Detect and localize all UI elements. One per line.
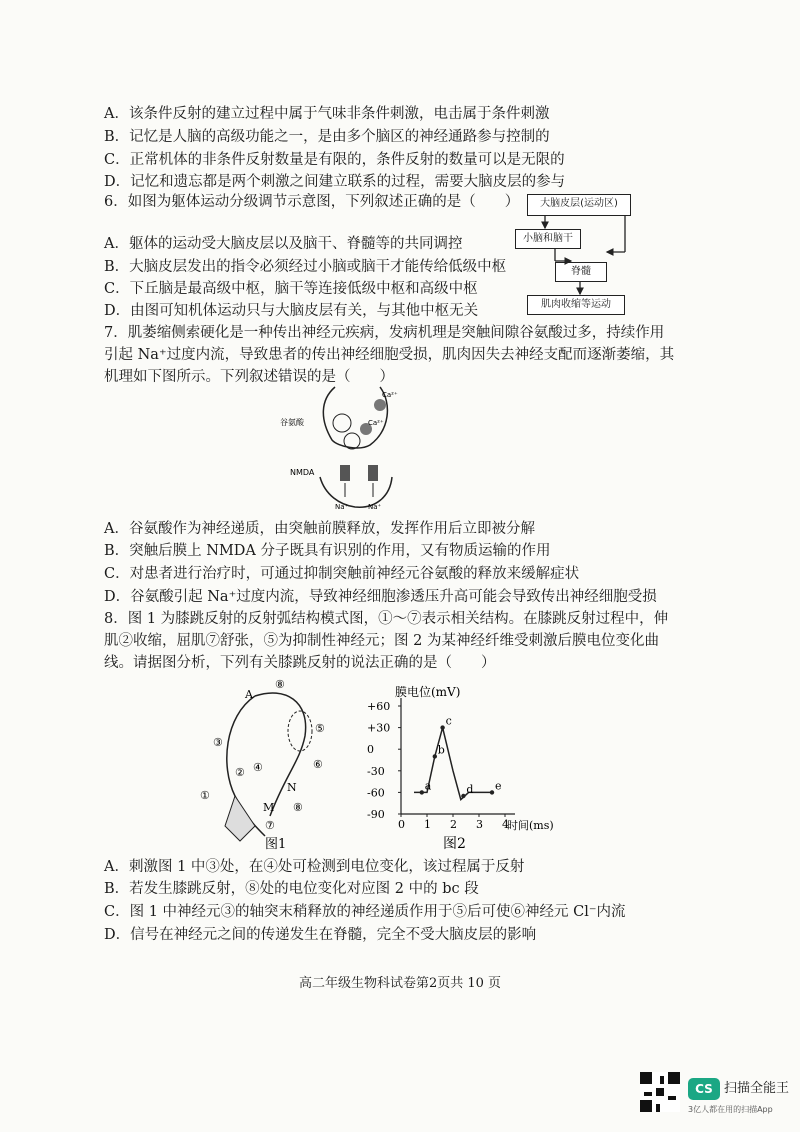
label-nmda: NMDA (290, 468, 315, 477)
camscanner-tagline: 3亿人都在用的扫描App (688, 1105, 773, 1114)
chart-x-tick-label: 0 (398, 818, 405, 831)
q8-stem-line1: 8．图 1 为膝跳反射的反射弧结构模式图，①～⑦表示相关结构。在膝跳反射过程中，伸 (104, 611, 669, 627)
chart-y-tick-label: -30 (367, 764, 385, 778)
q7-option-c: C．对患者进行治疗时，可通过抑制突触前神经元谷氨酸的释放来缓解症状 (104, 566, 580, 582)
presynaptic-terminal (323, 387, 387, 448)
chart-point-label: c (445, 714, 452, 728)
fig1-label: ① (200, 789, 210, 802)
chart-x-tick-label: 4 (502, 818, 509, 831)
q5-option-d: D．记忆和遗忘都是两个刺激之间建立联系的过程，需要大脑皮层的参与 (104, 174, 566, 190)
chart-point (490, 790, 494, 794)
fig1-label: ④ (253, 761, 263, 774)
fig1-label: ⑤ (315, 722, 325, 735)
q8-option-b: B．若发生膝跳反射，⑧处的电位变化对应图 2 中的 bc 段 (104, 881, 479, 897)
camscanner-brand: 扫描全能王 (724, 1081, 790, 1096)
q8-stem-line3: 线。请据图分析，下列有关膝跳反射的说法正确的是（ ） (104, 655, 496, 671)
nerve-path-right (255, 693, 306, 816)
label-glutamate: 谷氨酸 (280, 418, 304, 427)
q7-stem-line2: 引起 Na⁺过度内流，导致患者的传出神经细胞受损，肌肉因失去神经支配而逐渐萎缩，其 (104, 347, 675, 363)
chart-point-label: b (437, 743, 445, 757)
chart-y-tick-label: +30 (367, 721, 391, 735)
q7-option-d: D．谷氨酸引起 Na⁺过度内流，导致神经细胞渗透压升高可能会导致传出神经细胞受损 (104, 589, 657, 605)
chart-point-label: a (424, 779, 432, 793)
nmda-receptor (340, 465, 350, 481)
chart-point (461, 794, 465, 798)
chart-caption: 图2 (443, 836, 466, 852)
fig1-caption: 图1 (265, 837, 287, 852)
qr-code-icon (640, 1072, 680, 1112)
fig1-label: A (245, 688, 253, 701)
chart-y-tick-label: 0 (367, 743, 374, 757)
membrane-potential-chart (365, 682, 554, 854)
fig1-label: ③ (213, 736, 223, 749)
q5-option-b: B．记忆是人脑的高级功能之一，是由多个脑区的神经通路参与控制的 (104, 129, 550, 145)
chart-y-tick-label: -90 (367, 808, 385, 821)
q7-option-a: A．谷氨酸作为神经递质，由突触前膜释放，发挥作用后立即被分解 (104, 521, 535, 537)
q6-option-a: A．躯体的运动受大脑皮层以及脑干、脊髓等的共同调控 (104, 236, 463, 252)
chart-point (440, 725, 444, 729)
label-na-left: Na⁺ (335, 503, 349, 511)
box-muscle-movement: 肌肉收缩等运动 (527, 295, 625, 315)
q6-option-b: B．大脑皮层发出的指令必须经过小脑或脑干才能传给低级中枢 (104, 259, 507, 275)
calcium-ion (374, 399, 386, 411)
chart-y-tick-label: -60 (367, 786, 385, 800)
nmda-receptor (368, 465, 378, 481)
q7-option-b: B．突触后膜上 NMDA 分子既具有识别的作用，又有物质运输的作用 (104, 543, 551, 559)
q6-option-d: D．由图可知机体运动只与大脑皮层有关，与其他中枢无关 (104, 303, 479, 319)
label-na-right: Na⁺ (368, 503, 382, 511)
q8-option-c: C．图 1 中神经元③的轴突末稍释放的神经递质作用于⑤后可使⑥神经元 Cl⁻内流 (104, 904, 626, 920)
page-footer: 高二年级生物科试卷第2页共 10 页 (298, 976, 502, 991)
q7-stem-line1: 7．肌萎缩侧索硬化是一种传出神经元疾病，发病机理是突触间隙谷氨酸过多，持续作用 (104, 325, 665, 341)
chart-x-tick-label: 3 (476, 818, 483, 831)
synapse-figure (280, 385, 430, 515)
chart-point-label: e (495, 779, 502, 793)
box-spinal-cord: 脊髓 (555, 262, 607, 282)
fig1-label: ⑥ (313, 758, 323, 771)
chart-xlabel: 时间(ms) (507, 819, 554, 832)
q8-stem-line2: 肌②收缩，屈肌⑦舒张，⑤为抑制性神经元；图 2 为某神经纤维受刺激后膜电位变化曲 (104, 633, 659, 649)
q8-option-d: D．信号在神经元之间的传递发生在脊髓，完全不受大脑皮层的影响 (104, 927, 537, 943)
camscanner-logo-icon: CS (688, 1078, 720, 1100)
fig1-label: N (287, 781, 297, 794)
chart-point-label: d (466, 783, 474, 796)
muscle (225, 796, 255, 841)
box-cerebellum-brainstem: 小脑和脑干 (515, 229, 581, 249)
q6-option-c: C．下丘脑是最高级中枢，脑干等连接低级中枢和高级中枢 (104, 281, 478, 297)
chart-point (433, 754, 437, 758)
chart-ylabel: 膜电位(mV) (395, 685, 461, 699)
q5-option-a: A．该条件反射的建立过程中属于气味非条件刺激，电击属于条件刺激 (104, 106, 550, 122)
chart-x-tick-label: 1 (424, 818, 431, 831)
fig1-label: M (263, 801, 275, 814)
q7-stem-line3: 机理如下图所示。下列叙述错误的是（ ） (104, 369, 394, 385)
box-cerebral-cortex: 大脑皮层(运动区) (527, 194, 631, 216)
label-ca-outside: Ca²⁺ (382, 391, 398, 399)
label-ca-inside: Ca²⁺ (368, 419, 384, 427)
chart-x-tick-label: 2 (450, 818, 457, 831)
q6-arrows (505, 190, 645, 320)
chart-point (420, 790, 424, 794)
spinal-cord-section (288, 711, 312, 751)
chart-y-tick-label: +60 (367, 700, 391, 713)
fig1-label: ⑧ (275, 678, 285, 691)
fig1-label: ⑧ (293, 801, 303, 814)
vesicle (344, 433, 360, 449)
reflex-arc-figure (195, 676, 370, 851)
q8-option-a: A．刺激图 1 中③处，在④处可检测到电位变化，该过程属于反射 (104, 859, 525, 875)
fig1-label: ⑦ (265, 819, 275, 832)
q5-option-c: C．正常机体的非条件反射数量是有限的，条件反射的数量可以是无限的 (104, 152, 565, 168)
vesicle (333, 414, 351, 432)
fig1-label: ② (235, 766, 245, 779)
q6-stem: 6．如图为躯体运动分级调节示意图，下列叙述正确的是（ ） (104, 194, 520, 210)
